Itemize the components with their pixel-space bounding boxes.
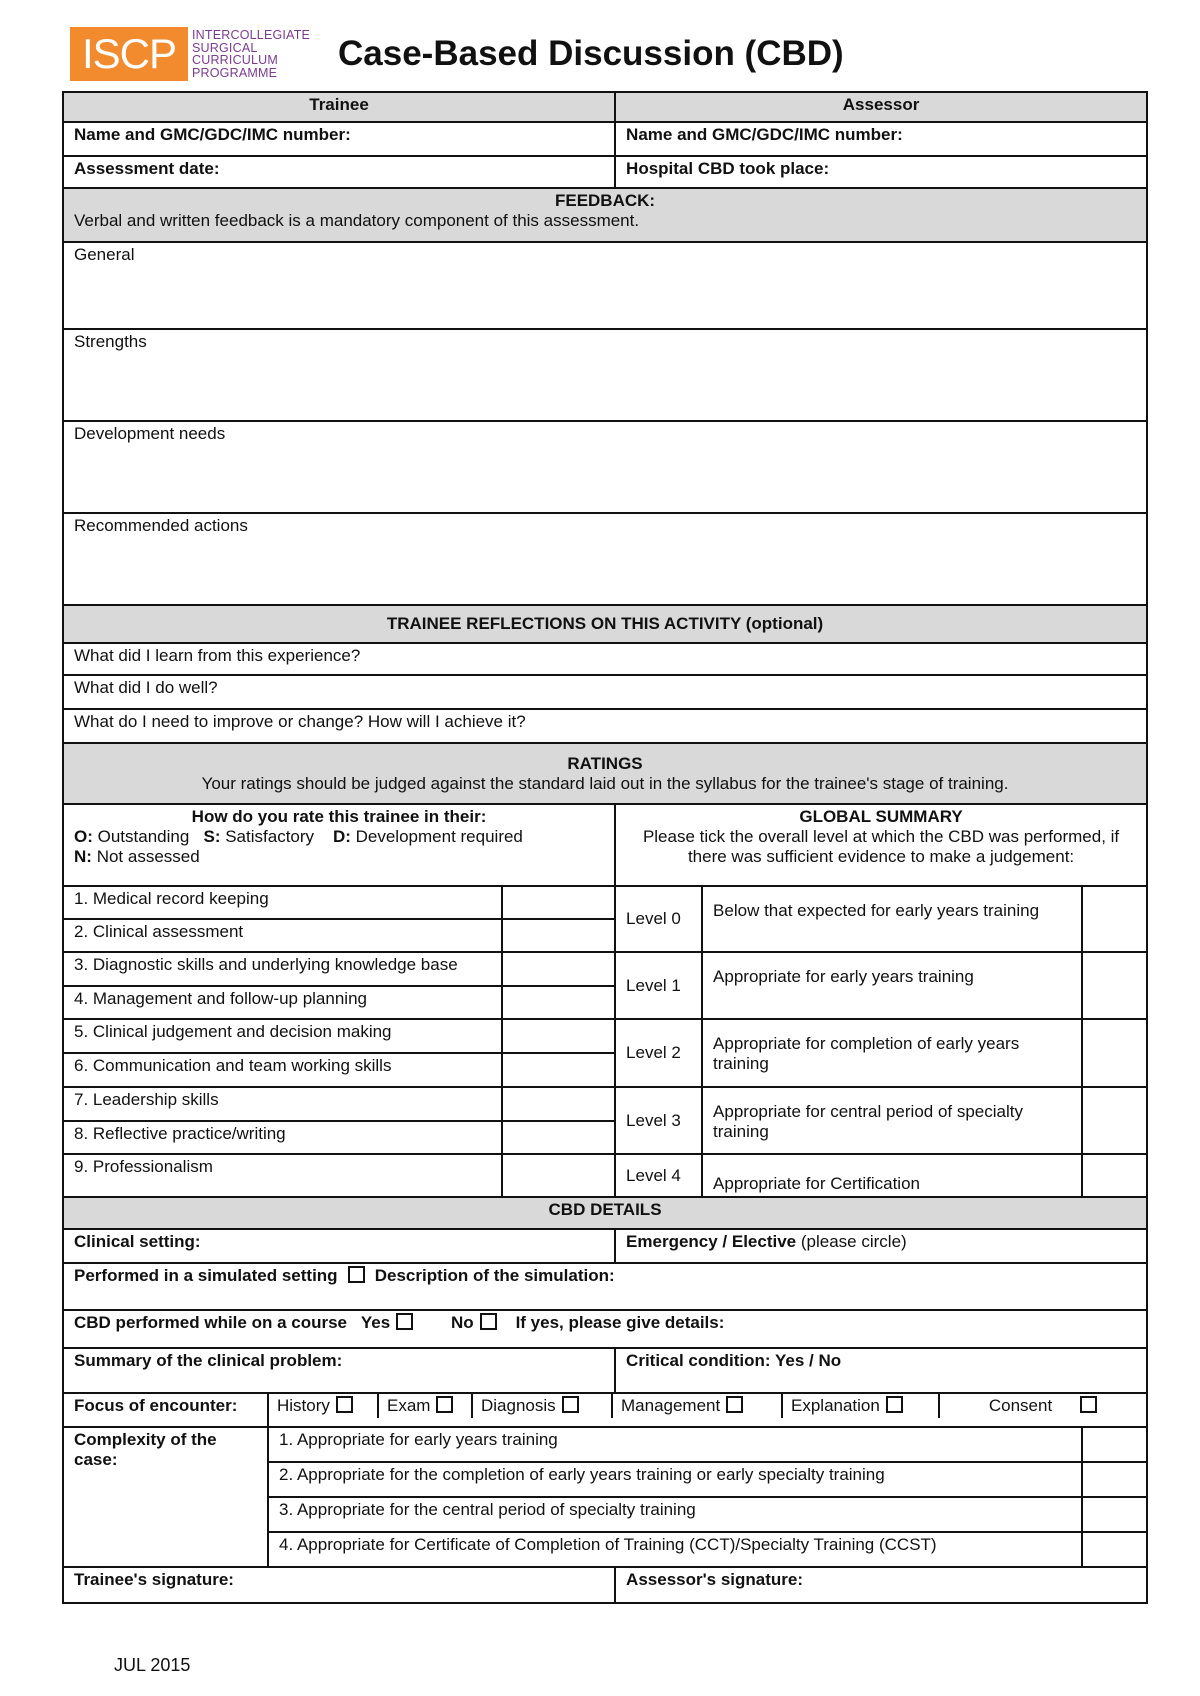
level-description: Appropriate for early years training — [702, 952, 1082, 1019]
assessor-signature-field[interactable]: Assessor's signature: — [615, 1567, 1147, 1603]
focus-diagnosis-checkbox[interactable] — [562, 1396, 579, 1413]
feedback-note: Verbal and written feedback is a mandatory component of this assessment. — [74, 211, 640, 230]
ratings-header — [63, 743, 1147, 804]
trainee-heading: Trainee — [63, 92, 615, 122]
recommended-actions-field[interactable]: Recommended actions — [63, 513, 1147, 605]
level-tick-box[interactable] — [1082, 886, 1147, 952]
emergency-elective-field[interactable] — [615, 1229, 1147, 1263]
emergency-elective-label: Emergency / Elective — [626, 1232, 797, 1251]
complexity-tick-box[interactable] — [1082, 1532, 1147, 1567]
document-title: Case-Based Discussion (CBD) — [338, 34, 844, 73]
focus-diagnosis-label: Diagnosis — [481, 1396, 556, 1415]
key-n-text: Not assessed — [96, 847, 200, 866]
simulated-label: Performed in a simulated setting — [74, 1266, 338, 1285]
focus-consent-checkbox[interactable] — [1080, 1396, 1097, 1413]
focus-options — [268, 1393, 1147, 1427]
level-label: Level 2 — [615, 1019, 702, 1087]
rating-item: 7. Leadership skills — [63, 1087, 502, 1121]
rate-heading: How do you rate this trainee in their: — [191, 807, 487, 826]
rating-item: 6. Communication and team working skills — [63, 1053, 502, 1087]
rating-input[interactable] — [502, 1019, 615, 1053]
yes-label: Yes — [360, 1313, 391, 1332]
trainee-name-field[interactable]: Name and GMC/GDC/IMC number: — [63, 122, 615, 156]
simulation-row — [63, 1263, 1147, 1310]
simulated-checkbox[interactable] — [348, 1266, 365, 1283]
level-label: Level 0 — [615, 886, 702, 952]
complexity-option: 4. Appropriate for Certificate of Completion of Training (CCT)/Specialty Training (CCST) — [268, 1532, 1082, 1567]
rating-item: 9. Professionalism — [63, 1154, 502, 1197]
ratings-note: Your ratings should be judged against the standard laid out in the syllabus for the trainee's stage of training. — [201, 773, 1009, 793]
rating-item: 8. Reflective practice/writing — [63, 1121, 502, 1154]
level-label: Level 1 — [615, 952, 702, 1019]
if-yes-label: If yes, please give details: — [515, 1313, 725, 1332]
course-no-checkbox[interactable] — [480, 1313, 497, 1330]
key-s-text: Satisfactory — [225, 827, 315, 846]
reflection-learn-field[interactable]: What did I learn from this experience? — [63, 643, 1147, 675]
level-label: Level 4 — [615, 1154, 702, 1197]
course-yes-checkbox[interactable] — [396, 1313, 413, 1330]
key-o-text: Outstanding — [97, 827, 190, 846]
focus-exam-checkbox[interactable] — [436, 1396, 453, 1413]
complexity-tick-box[interactable] — [1082, 1427, 1147, 1462]
details-heading: CBD DETAILS — [63, 1197, 1147, 1229]
rating-item: 5. Clinical judgement and decision making — [63, 1019, 502, 1053]
iscp-logo — [70, 26, 310, 82]
feedback-header — [63, 188, 1147, 242]
rating-input[interactable] — [502, 952, 615, 986]
reflections-heading: TRAINEE REFLECTIONS ON THIS ACTIVITY (optional) — [63, 605, 1147, 643]
complexity-tick-box[interactable] — [1082, 1462, 1147, 1497]
no-label: No — [450, 1313, 474, 1332]
logo-line: SURGICAL — [192, 40, 258, 55]
hospital-field[interactable]: Hospital CBD took place: — [615, 156, 1147, 188]
assessor-heading: Assessor — [615, 92, 1147, 122]
logo-wordmark — [192, 29, 310, 79]
level-tick-box[interactable] — [1082, 952, 1147, 1019]
reflection-improve-field[interactable]: What do I need to improve or change? How will I achieve it? — [63, 709, 1147, 743]
key-s-code: S: — [203, 827, 221, 846]
complexity-label: Complexity of the case: — [63, 1427, 268, 1567]
focus-history-checkbox[interactable] — [336, 1396, 353, 1413]
focus-consent-label: Consent — [988, 1396, 1053, 1415]
rating-key-line — [74, 847, 604, 867]
clinical-summary-field[interactable]: Summary of the clinical problem: — [63, 1348, 615, 1393]
logo-line: INTERCOLLEGIATE — [192, 28, 311, 42]
level-description: Appropriate for central period of specialty training — [702, 1087, 1082, 1154]
please-circle-note: (please circle) — [800, 1232, 907, 1251]
complexity-tick-box[interactable] — [1082, 1497, 1147, 1532]
simulation-desc-label: Description of the simulation: — [374, 1266, 615, 1285]
key-d-text: Development required — [355, 827, 523, 846]
level-tick-box[interactable] — [1082, 1154, 1147, 1197]
logo-mark: ISCP — [70, 27, 188, 81]
footer-date: JUL 2015 — [114, 1655, 191, 1675]
focus-explanation-label: Explanation — [791, 1396, 880, 1415]
rating-input[interactable] — [502, 886, 615, 919]
level-description: Below that expected for early years training — [702, 886, 1082, 952]
cbd-form — [62, 91, 1148, 1604]
focus-label: Focus of encounter: — [63, 1393, 268, 1427]
course-row — [63, 1310, 1147, 1348]
rating-input[interactable] — [502, 919, 615, 952]
rating-input[interactable] — [502, 1154, 615, 1197]
strengths-field[interactable]: Strengths — [63, 329, 1147, 421]
level-tick-box[interactable] — [1082, 1019, 1147, 1087]
rating-item: 4. Management and follow-up planning — [63, 986, 502, 1019]
rating-input[interactable] — [502, 986, 615, 1019]
rating-item: 3. Diagnostic skills and underlying knowledge base — [63, 952, 502, 986]
rating-item: 1. Medical record keeping — [63, 886, 502, 919]
logo-line: CURRICULUM — [192, 53, 279, 67]
global-summary-header — [615, 804, 1147, 886]
focus-management-label: Management — [621, 1396, 721, 1415]
global-summary-heading: GLOBAL SUMMARY — [799, 807, 963, 826]
general-feedback-field[interactable]: General — [63, 242, 1147, 329]
focus-history-label: History — [277, 1396, 330, 1415]
ratings-heading: RATINGS — [567, 753, 643, 773]
global-summary-note: Please tick the overall level at which the CBD was performed, if there was sufficient evidence to make a judgement: — [642, 827, 1120, 866]
trainee-signature-field[interactable]: Trainee's signature: — [63, 1567, 615, 1603]
complexity-option: 1. Appropriate for early years training — [268, 1427, 1082, 1462]
complexity-option: 2. Appropriate for the completion of early years training or early specialty training — [268, 1462, 1082, 1497]
rating-key-line — [74, 827, 604, 847]
rating-input[interactable] — [502, 1087, 615, 1121]
key-n-code: N: — [74, 847, 92, 866]
complexity-option: 3. Appropriate for the central period of specialty training — [268, 1497, 1082, 1532]
assessment-date-field[interactable]: Assessment date: — [63, 156, 615, 188]
rating-item: 2. Clinical assessment — [63, 919, 502, 952]
focus-explanation-checkbox[interactable] — [886, 1396, 903, 1413]
course-label: CBD performed while on a course — [74, 1313, 347, 1332]
focus-management-checkbox[interactable] — [726, 1396, 743, 1413]
level-label: Level 3 — [615, 1087, 702, 1154]
level-description: Appropriate for completion of early years training — [702, 1019, 1082, 1087]
rating-input[interactable] — [502, 1121, 615, 1154]
rating-input[interactable] — [502, 1053, 615, 1087]
logo-line: PROGRAMME — [192, 65, 278, 80]
focus-exam-label: Exam — [387, 1396, 431, 1415]
rating-key — [63, 804, 615, 886]
development-needs-field[interactable]: Development needs — [63, 421, 1147, 513]
critical-condition-field[interactable]: Critical condition: Yes / No — [615, 1348, 1147, 1393]
clinical-setting-field[interactable]: Clinical setting: — [63, 1229, 615, 1263]
level-tick-box[interactable] — [1082, 1087, 1147, 1154]
assessor-name-field[interactable]: Name and GMC/GDC/IMC number: — [615, 122, 1147, 156]
level-description: Appropriate for Certification — [702, 1154, 1082, 1197]
feedback-heading: FEEDBACK: — [554, 191, 656, 210]
reflection-well-field[interactable]: What did I do well? — [63, 675, 1147, 709]
key-o-code: O: — [74, 827, 93, 846]
key-d-code: D: — [332, 827, 351, 846]
